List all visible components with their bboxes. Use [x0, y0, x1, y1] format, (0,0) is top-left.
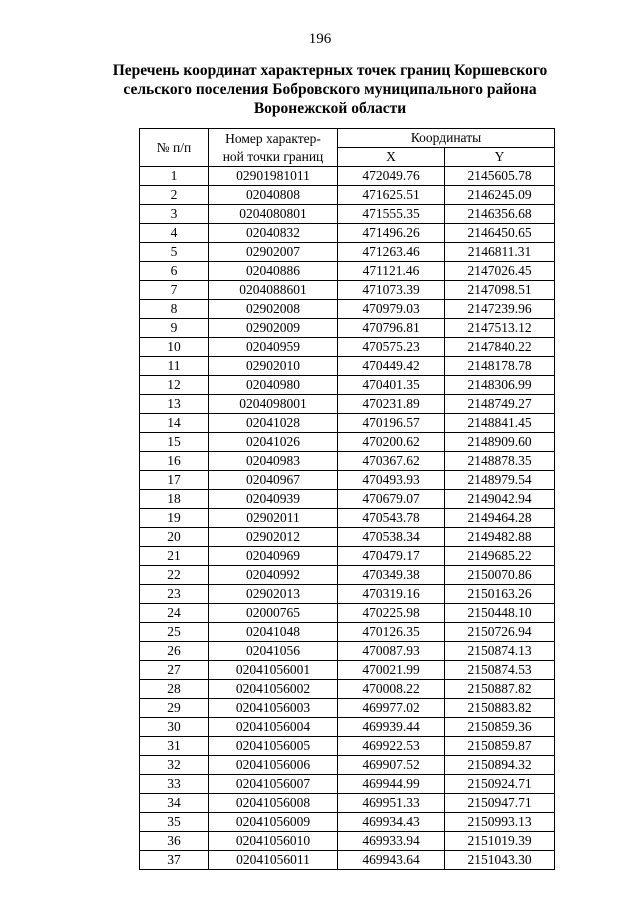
x-cell: 470319.16: [338, 585, 445, 604]
point-number-cell: 02040832: [209, 224, 338, 243]
table-row: [140, 509, 555, 528]
row-number-cell: 14: [140, 414, 209, 433]
x-cell: 470200.62: [338, 433, 445, 452]
page-number: 196: [308, 31, 332, 47]
point-number-cell: 02902009: [209, 319, 338, 338]
row-number-cell: 20: [140, 528, 209, 547]
y-cell: 2148841.45: [445, 414, 555, 433]
table-row: [140, 262, 555, 281]
y-cell: 2150874.53: [445, 661, 555, 680]
x-cell: 471263.46: [338, 243, 445, 262]
x-cell: 470543.78: [338, 509, 445, 528]
x-cell: 470575.23: [338, 338, 445, 357]
point-number-cell: 02040980: [209, 376, 338, 395]
y-cell: 2148909.60: [445, 433, 555, 452]
x-cell: 469951.33: [338, 794, 445, 813]
y-cell: 2150726.94: [445, 623, 555, 642]
x-cell: 470225.98: [338, 604, 445, 623]
point-number-cell: 02902008: [209, 300, 338, 319]
row-number-cell: 8: [140, 300, 209, 319]
x-cell: 469939.44: [338, 718, 445, 737]
row-number-cell: 32: [140, 756, 209, 775]
x-cell: 469933.94: [338, 832, 445, 851]
point-number-cell: 02041056004: [209, 718, 338, 737]
y-cell: 2150163.26: [445, 585, 555, 604]
point-number-cell: 02041056005: [209, 737, 338, 756]
point-number-cell: 02902011: [209, 509, 338, 528]
table-row: [140, 205, 555, 224]
point-number-cell: 02041056010: [209, 832, 338, 851]
x-cell: 471496.26: [338, 224, 445, 243]
x-cell: 470493.93: [338, 471, 445, 490]
y-cell: 2151043.30: [445, 851, 555, 870]
header-point-number: [209, 129, 338, 167]
y-cell: 2146811.31: [445, 243, 555, 262]
row-number-cell: 25: [140, 623, 209, 642]
row-number-cell: 26: [140, 642, 209, 661]
title-line-2: сельского поселения Бобровского муниципального района: [123, 81, 537, 98]
row-number-cell: 33: [140, 775, 209, 794]
row-number-cell: 2: [140, 186, 209, 205]
y-cell: 2150894.32: [445, 756, 555, 775]
row-number-cell: 4: [140, 224, 209, 243]
row-number-cell: 9: [140, 319, 209, 338]
row-number-cell: 11: [140, 357, 209, 376]
row-number-cell: 1: [140, 167, 209, 186]
row-number-cell: 29: [140, 699, 209, 718]
table-row: [140, 566, 555, 585]
header-number: № п/п: [140, 129, 209, 167]
point-number-cell: 02902007: [209, 243, 338, 262]
title-line-3: Воронежской области: [253, 100, 407, 117]
point-number-cell: 02040886: [209, 262, 338, 281]
table-row: [140, 642, 555, 661]
x-cell: 470087.93: [338, 642, 445, 661]
y-cell: 2148749.27: [445, 395, 555, 414]
table-row: [140, 661, 555, 680]
y-cell: 2147026.45: [445, 262, 555, 281]
y-cell: 2147098.51: [445, 281, 555, 300]
row-number-cell: 30: [140, 718, 209, 737]
table-row: [140, 718, 555, 737]
point-number-cell: 02041056001: [209, 661, 338, 680]
table-row: [140, 680, 555, 699]
table-row: [140, 490, 555, 509]
row-number-cell: 22: [140, 566, 209, 585]
row-number-cell: 36: [140, 832, 209, 851]
y-cell: 2147840.22: [445, 338, 555, 357]
row-number-cell: 23: [140, 585, 209, 604]
x-cell: 470231.89: [338, 395, 445, 414]
row-number-cell: 16: [140, 452, 209, 471]
table-row: [140, 756, 555, 775]
header-coordinates: Координаты: [338, 129, 555, 148]
table-row: [140, 414, 555, 433]
x-cell: 470796.81: [338, 319, 445, 338]
y-cell: 2149685.22: [445, 547, 555, 566]
point-number-cell: 02041056003: [209, 699, 338, 718]
point-number-cell: 02040959: [209, 338, 338, 357]
point-number-cell: 02040992: [209, 566, 338, 585]
x-cell: 470449.42: [338, 357, 445, 376]
x-cell: 470126.35: [338, 623, 445, 642]
point-number-cell: 0204080801: [209, 205, 338, 224]
table-row: [140, 300, 555, 319]
header-y: Y: [445, 148, 555, 167]
coordinates-table: [139, 128, 555, 870]
table-row: [140, 186, 555, 205]
table-row: [140, 813, 555, 832]
x-cell: 470196.57: [338, 414, 445, 433]
y-cell: 2151019.39: [445, 832, 555, 851]
x-cell: 472049.76: [338, 167, 445, 186]
y-cell: 2148878.35: [445, 452, 555, 471]
table-row: [140, 167, 555, 186]
x-cell: 471121.46: [338, 262, 445, 281]
y-cell: 2146245.09: [445, 186, 555, 205]
point-number-cell: 02040967: [209, 471, 338, 490]
x-cell: 471073.39: [338, 281, 445, 300]
y-cell: 2147239.96: [445, 300, 555, 319]
table-row: [140, 433, 555, 452]
point-number-cell: 02041056007: [209, 775, 338, 794]
y-cell: 2149482.88: [445, 528, 555, 547]
table-row: [140, 281, 555, 300]
y-cell: 2150874.13: [445, 642, 555, 661]
document-title: [80, 61, 580, 118]
table-row: [140, 224, 555, 243]
title-line-1: Перечень координат характерных точек границ Коршевского: [112, 62, 548, 79]
x-cell: 469944.99: [338, 775, 445, 794]
table-row: [140, 794, 555, 813]
y-cell: 2148306.99: [445, 376, 555, 395]
point-number-cell: 02902013: [209, 585, 338, 604]
y-cell: 2150887.82: [445, 680, 555, 699]
table-row: [140, 604, 555, 623]
row-number-cell: 28: [140, 680, 209, 699]
header-x: X: [338, 148, 445, 167]
row-number-cell: 13: [140, 395, 209, 414]
table-row: [140, 623, 555, 642]
table-row: [140, 737, 555, 756]
table-row: [140, 775, 555, 794]
table-row: [140, 243, 555, 262]
y-cell: 2145605.78: [445, 167, 555, 186]
row-number-cell: 12: [140, 376, 209, 395]
row-number-cell: 10: [140, 338, 209, 357]
table-row: [140, 357, 555, 376]
table-row: [140, 338, 555, 357]
row-number-cell: 34: [140, 794, 209, 813]
table-row: [140, 452, 555, 471]
point-number-cell: 02901981011: [209, 167, 338, 186]
y-cell: 2150859.36: [445, 718, 555, 737]
y-cell: 2150947.71: [445, 794, 555, 813]
point-number-cell: 02902012: [209, 528, 338, 547]
y-cell: 2150070.86: [445, 566, 555, 585]
x-cell: 470979.03: [338, 300, 445, 319]
x-cell: 470367.62: [338, 452, 445, 471]
y-cell: 2150924.71: [445, 775, 555, 794]
y-cell: 2150448.10: [445, 604, 555, 623]
x-cell: 470479.17: [338, 547, 445, 566]
row-number-cell: 37: [140, 851, 209, 870]
row-number-cell: 35: [140, 813, 209, 832]
table-row: [140, 547, 555, 566]
row-number-cell: 6: [140, 262, 209, 281]
header-point-line-2: ной точки границ: [222, 148, 324, 164]
y-cell: 2146450.65: [445, 224, 555, 243]
point-number-cell: 02041028: [209, 414, 338, 433]
table-header: [140, 129, 555, 167]
y-cell: 2149464.28: [445, 509, 555, 528]
y-cell: 2148178.78: [445, 357, 555, 376]
row-number-cell: 5: [140, 243, 209, 262]
point-number-cell: 02040983: [209, 452, 338, 471]
point-number-cell: 02041026: [209, 433, 338, 452]
row-number-cell: 24: [140, 604, 209, 623]
point-number-cell: 02041056006: [209, 756, 338, 775]
x-cell: 469943.64: [338, 851, 445, 870]
table-body: [140, 167, 555, 870]
table-row: [140, 528, 555, 547]
table-row: [140, 395, 555, 414]
table-row: [140, 699, 555, 718]
table-row: [140, 585, 555, 604]
y-cell: 2150883.82: [445, 699, 555, 718]
x-cell: 470008.22: [338, 680, 445, 699]
x-cell: 470349.38: [338, 566, 445, 585]
row-number-cell: 27: [140, 661, 209, 680]
y-cell: 2150859.87: [445, 737, 555, 756]
row-number-cell: 17: [140, 471, 209, 490]
row-number-cell: 19: [140, 509, 209, 528]
point-number-cell: 02041056009: [209, 813, 338, 832]
x-cell: 470538.34: [338, 528, 445, 547]
x-cell: 469907.52: [338, 756, 445, 775]
y-cell: 2146356.68: [445, 205, 555, 224]
table-row: [140, 319, 555, 338]
point-number-cell: 02041056002: [209, 680, 338, 699]
row-number-cell: 7: [140, 281, 209, 300]
point-number-cell: 02040939: [209, 490, 338, 509]
point-number-cell: 0204088601: [209, 281, 338, 300]
table-row: [140, 832, 555, 851]
x-cell: 469977.02: [338, 699, 445, 718]
point-number-cell: 02040969: [209, 547, 338, 566]
point-number-cell: 02902010: [209, 357, 338, 376]
x-cell: 469934.43: [338, 813, 445, 832]
row-number-cell: 31: [140, 737, 209, 756]
point-number-cell: 02041056: [209, 642, 338, 661]
x-cell: 471625.51: [338, 186, 445, 205]
x-cell: 470679.07: [338, 490, 445, 509]
row-number-cell: 21: [140, 547, 209, 566]
point-number-cell: 02041056008: [209, 794, 338, 813]
x-cell: 470401.35: [338, 376, 445, 395]
table-row: [140, 471, 555, 490]
row-number-cell: 15: [140, 433, 209, 452]
y-cell: 2148979.54: [445, 471, 555, 490]
y-cell: 2150993.13: [445, 813, 555, 832]
point-number-cell: 02041056011: [209, 851, 338, 870]
header-point-line-1: Номер характер-: [225, 130, 321, 146]
row-number-cell: 18: [140, 490, 209, 509]
x-cell: 469922.53: [338, 737, 445, 756]
x-cell: 470021.99: [338, 661, 445, 680]
point-number-cell: 02000765: [209, 604, 338, 623]
point-number-cell: 0204098001: [209, 395, 338, 414]
x-cell: 471555.35: [338, 205, 445, 224]
y-cell: 2149042.94: [445, 490, 555, 509]
table-row: [140, 376, 555, 395]
y-cell: 2147513.12: [445, 319, 555, 338]
row-number-cell: 3: [140, 205, 209, 224]
point-number-cell: 02041048: [209, 623, 338, 642]
table-row: [140, 851, 555, 870]
point-number-cell: 02040808: [209, 186, 338, 205]
